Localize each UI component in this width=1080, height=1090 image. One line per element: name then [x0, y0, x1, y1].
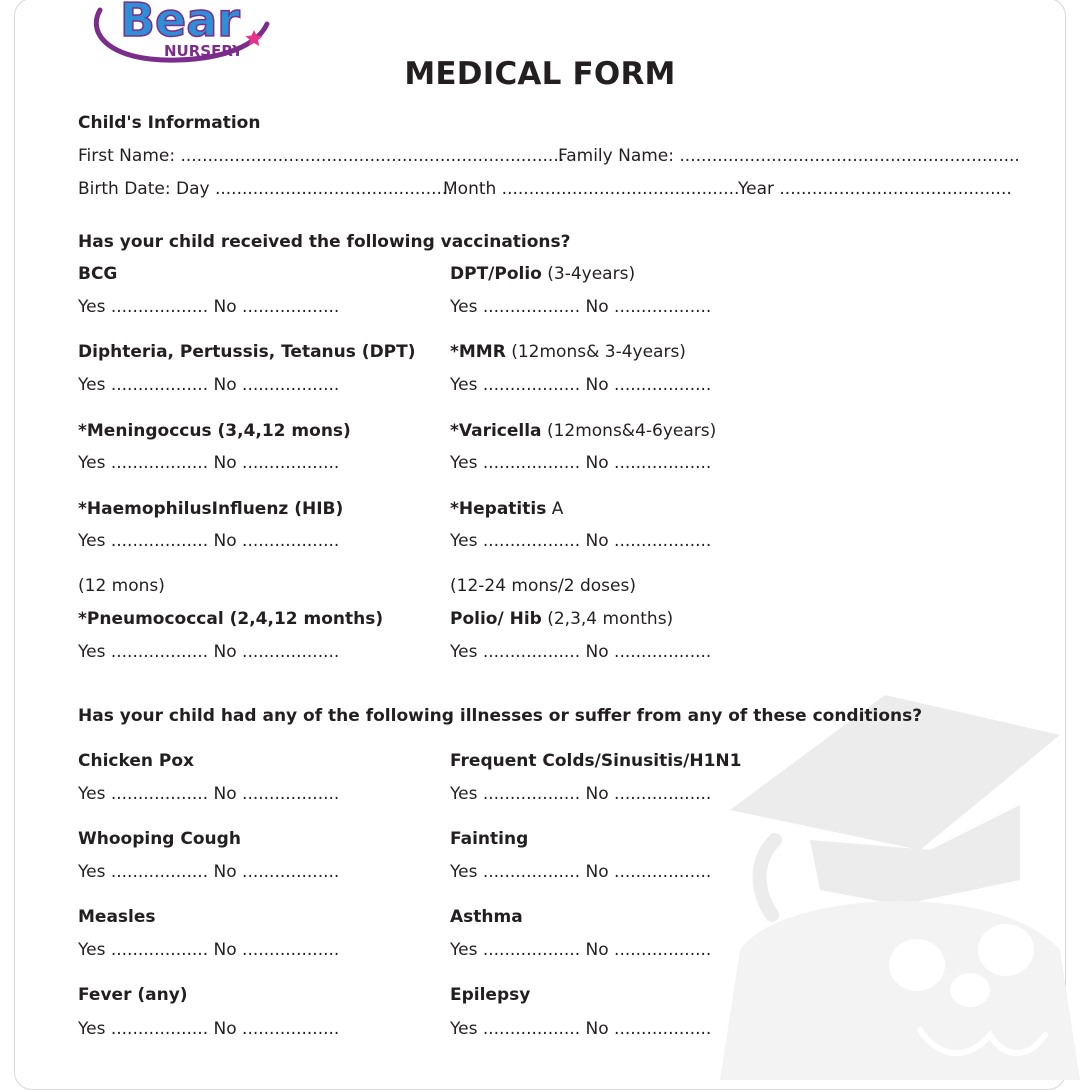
yes-no-field[interactable]: Yes .................. No ..................	[78, 375, 340, 395]
illness-label: Epilepsy	[450, 985, 531, 1005]
vaccine-note: (12-24 mons/2 doses)	[450, 576, 636, 596]
illness-question: Has your child had any of the following illnesses or suffer from any of these conditions?	[78, 706, 923, 726]
yes-no-field[interactable]: Yes .................. No ..................	[78, 940, 340, 960]
yes-no-field[interactable]: Yes .................. No ..................	[450, 297, 712, 317]
logo-sub: NURSERY	[164, 42, 243, 60]
vaccine-label: BCG	[78, 264, 118, 284]
vaccine-label: *Meningoccus (3,4,12 mons)	[78, 421, 351, 441]
yes-no-field[interactable]: Yes .................. No ..................	[450, 453, 712, 473]
vaccine-label: Polio/ Hib (2,3,4 months)	[450, 609, 674, 629]
birth-month-field[interactable]: Month ............................................	[443, 179, 740, 199]
vaccine-label: Diphteria, Pertussis, Tetanus (DPT)	[78, 342, 416, 362]
yes-no-field[interactable]: Yes .................. No ..................	[78, 453, 340, 473]
birth-day-field[interactable]: Birth Date: Day ............................................	[78, 179, 453, 199]
yes-no-field[interactable]: Yes .................. No ..................	[450, 862, 712, 882]
vaccine-label: DPT/Polio (3-4years)	[450, 264, 636, 284]
yes-no-field[interactable]: Yes .................. No ..................	[450, 940, 712, 960]
yes-no-field[interactable]: Yes .................. No ..................	[78, 784, 340, 804]
birth-year-field[interactable]: Year ...........................................	[738, 179, 1012, 199]
illness-label: Fainting	[450, 829, 529, 849]
logo-word: Bear	[120, 0, 240, 47]
vaccine-label: *HaemophilusInfluenz (HIB)	[78, 499, 344, 519]
vaccine-label: *Varicella (12mons&4-6years)	[450, 421, 717, 441]
yes-no-field[interactable]: Yes .................. No ..................	[450, 375, 712, 395]
yes-no-field[interactable]: Yes .................. No ..................	[450, 642, 712, 662]
illness-label: Frequent Colds/Sinusitis/H1N1	[450, 751, 742, 771]
vaccine-label: *MMR (12mons& 3-4years)	[450, 342, 686, 362]
illness-label: Whooping Cough	[78, 829, 241, 849]
yes-no-field[interactable]: Yes .................. No ..................	[78, 1019, 340, 1039]
yes-no-field[interactable]: Yes .................. No ..................	[78, 642, 340, 662]
yes-no-field[interactable]: Yes .................. No ..................	[78, 531, 340, 551]
vaccine-note: (12 mons)	[78, 576, 165, 596]
page-title: MEDICAL FORM	[404, 56, 676, 92]
illness-label: Chicken Pox	[78, 751, 194, 771]
child-info-heading: Child's Information	[78, 113, 261, 133]
vaccination-question: Has your child received the following vaccinations?	[78, 232, 571, 252]
yes-no-field[interactable]: Yes .................. No ..................	[78, 297, 340, 317]
yes-no-field[interactable]: Yes .................. No ..................	[450, 1019, 712, 1039]
vaccine-label: *Hepatitis A	[450, 499, 564, 519]
illness-label: Fever (any)	[78, 985, 188, 1005]
yes-no-field[interactable]: Yes .................. No ..................	[78, 862, 340, 882]
yes-no-field[interactable]: Yes .................. No ..................	[450, 531, 712, 551]
illness-label: Measles	[78, 907, 156, 927]
illness-label: Asthma	[450, 907, 523, 927]
vaccine-label: *Pneumococcal (2,4,12 months)	[78, 609, 384, 629]
yes-no-field[interactable]: Yes .................. No ..................	[450, 784, 712, 804]
graduation-bear-watermark	[700, 690, 1080, 1080]
first-name-field[interactable]: First Name: .......................................................................	[78, 146, 565, 166]
family-name-field[interactable]: Family Name: ...............................................................	[558, 146, 1020, 166]
